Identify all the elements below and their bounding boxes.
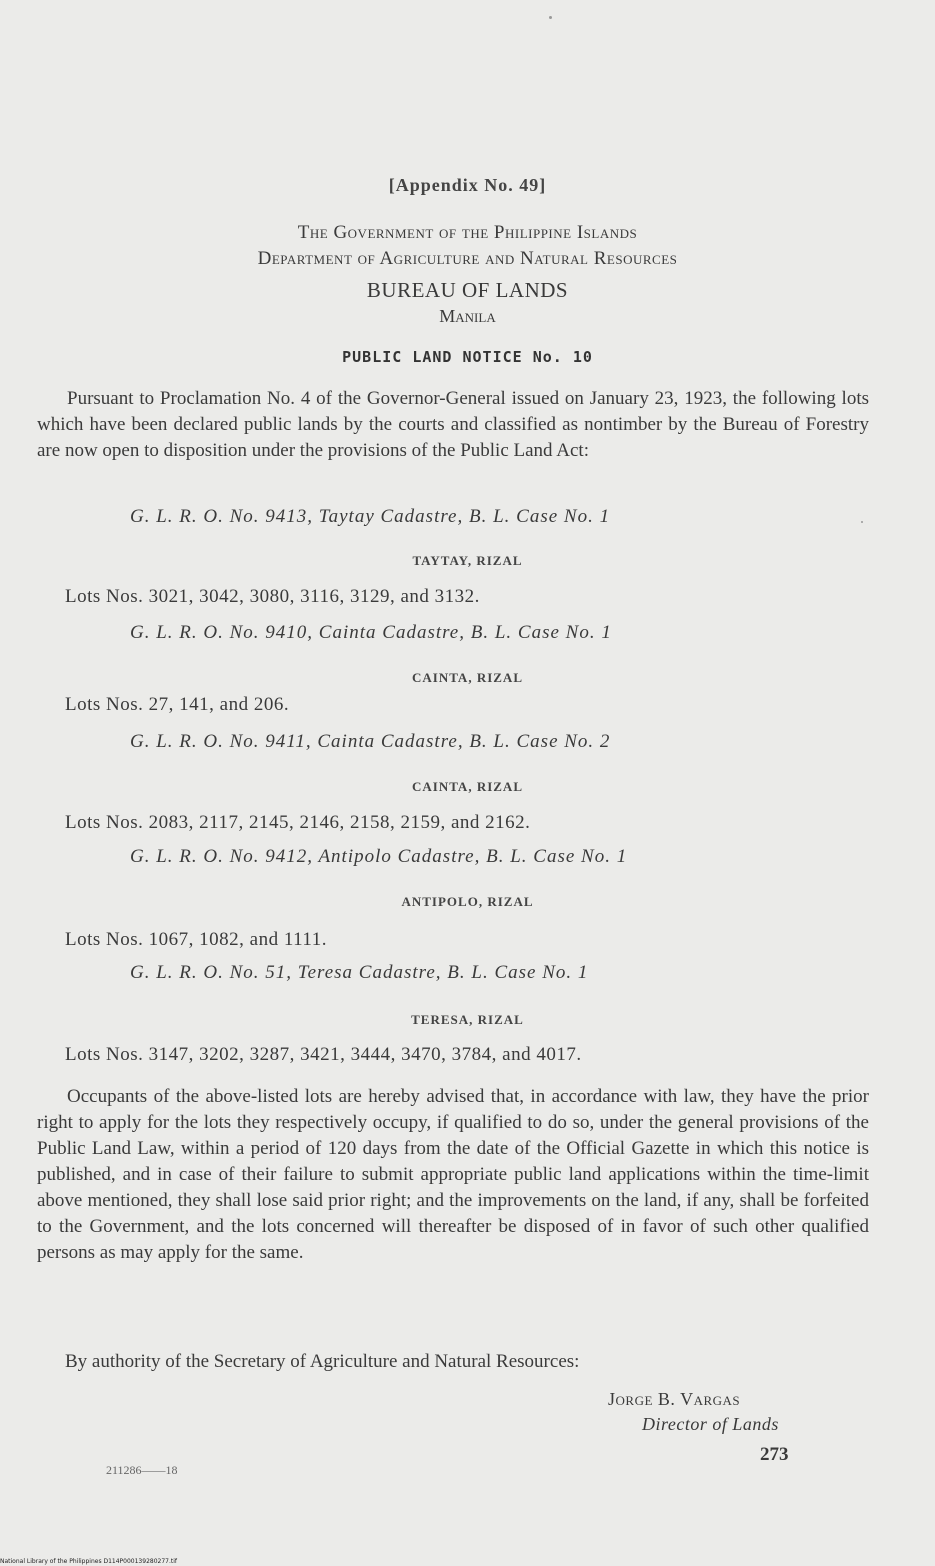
bureau-heading: BUREAU OF LANDS: [366, 278, 569, 302]
department-heading: Department of Agriculture and Natural Resources: [257, 248, 678, 269]
page-number: 273: [760, 1444, 789, 1465]
signatory-title: Director of Lands: [642, 1414, 779, 1434]
location-heading: TAYTAY, RIZAL: [412, 553, 523, 568]
lot-list: Lots Nos. 3147, 3202, 3287, 3421, 3444, 3470, 3784, and 4017.: [65, 1044, 582, 1065]
authority-line: By authority of the Secretary of Agriculture and Natural Resources:: [65, 1351, 580, 1372]
signatory-name: Jorge B. Vargas: [608, 1389, 741, 1409]
case-heading: G. L. R. O. No. 9411, Cainta Cadastre, B. L. Case No. 2: [130, 731, 611, 752]
paper-speck: [549, 16, 552, 19]
government-heading: The Government of the Philippine Islands: [297, 222, 638, 243]
scan-footer: National Library of the Philippines D114P000139280277.tif: [0, 1558, 178, 1565]
city-heading: Manila: [439, 306, 496, 326]
lot-list: Lots Nos. 1067, 1082, and 1111.: [65, 929, 327, 950]
case-heading: G. L. R. O. No. 9412, Antipolo Cadastre, B. L. Case No. 1: [130, 846, 628, 867]
location-heading: TERESA, RIZAL: [411, 1012, 524, 1027]
lot-list: Lots Nos. 2083, 2117, 2145, 2146, 2158, 2159, and 2162.: [65, 812, 531, 833]
lot-list: Lots Nos. 3021, 3042, 3080, 3116, 3129, and 3132.: [65, 586, 480, 607]
location-heading: CAINTA, RIZAL: [412, 670, 523, 685]
location-heading: CAINTA, RIZAL: [412, 779, 523, 794]
intro-paragraph: Pursuant to Proclamation No. 4 of the Governor-General issued on January 23, 1923, the following lots which have been declared public lands by the courts and classified as nontimber by the Bureau of Forestry are now open to disposition under the provisions of the Public Land Act:: [37, 388, 869, 461]
paper-speck: [861, 521, 863, 523]
print-code: 211286——18: [106, 1463, 178, 1477]
case-heading: G. L. R. O. No. 51, Teresa Cadastre, B. L. Case No. 1: [130, 962, 589, 983]
case-heading: G. L. R. O. No. 9410, Cainta Cadastre, B. L. Case No. 1: [130, 622, 612, 643]
location-heading: ANTIPOLO, RIZAL: [401, 894, 534, 909]
case-heading: G. L. R. O. No. 9413, Taytay Cadastre, B. L. Case No. 1: [130, 506, 611, 527]
occupants-paragraph: Occupants of the above-listed lots are hereby advised that, in accordance with law, they have the prior right to apply for the lots they respectively occupy, if qualified to do so, under the general provisions of the Public Land Law, within a period of 120 days from the date of the Official Gazette in which this notice is published, and in case of their failure to submit appropriate public land applications within the time-limit above mentioned, they shall lose said prior right; and the improvements on the land, if any, shall be forfeited to the Government, and the lots concerned will thereafter be disposed of in favor of such other qualified persons as may apply for the same.: [37, 1086, 869, 1263]
appendix-label: [Appendix No. 49]: [388, 175, 547, 195]
lot-list: Lots Nos. 27, 141, and 206.: [65, 694, 290, 715]
notice-title: PUBLIC LAND NOTICE No. 10: [342, 348, 593, 366]
